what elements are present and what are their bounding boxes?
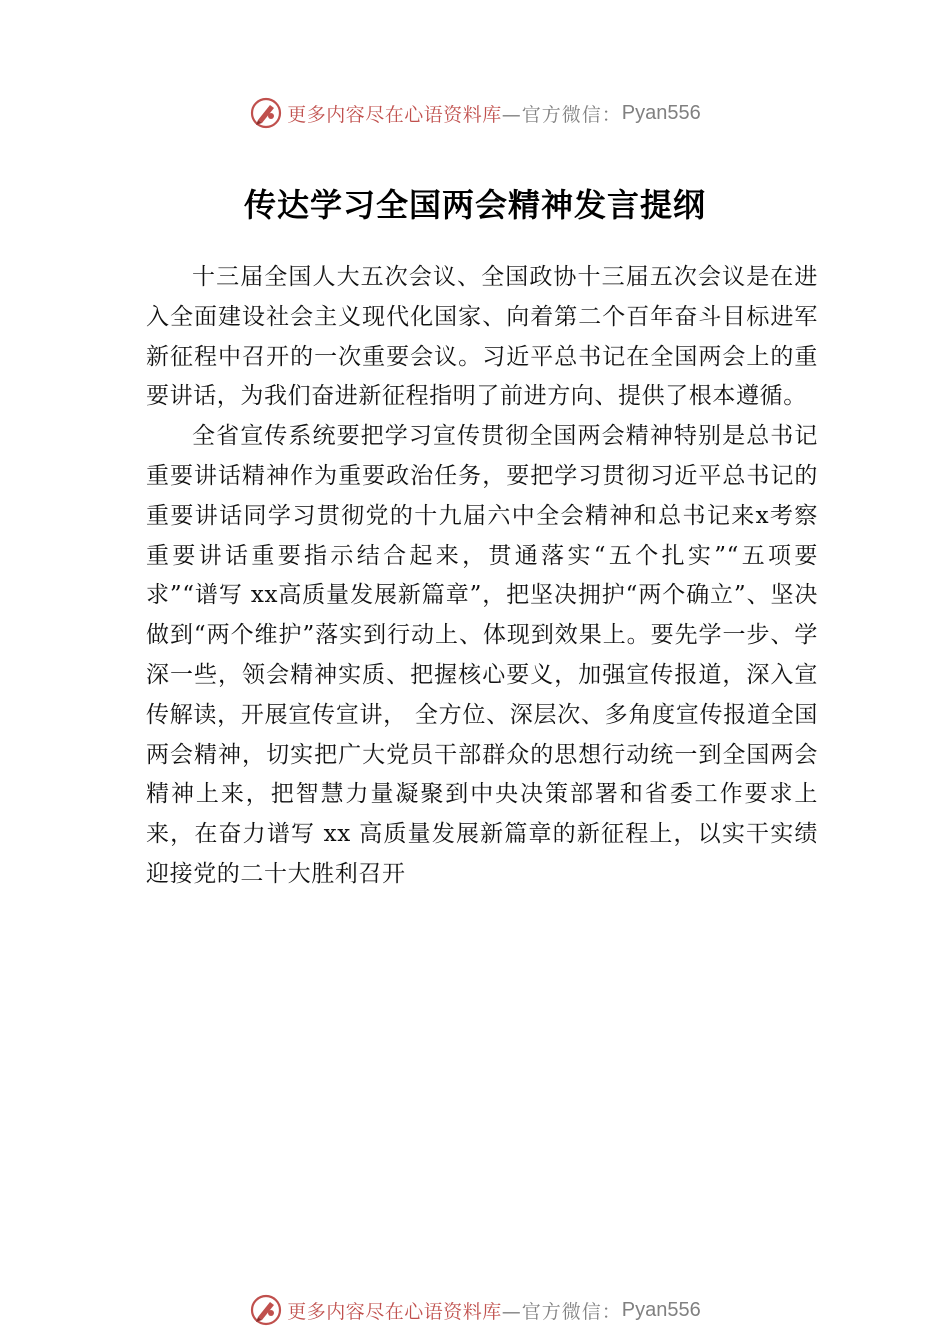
paragraph-2: 全省宣传系统要把学习宣传贯彻全国两会精神特别是总书记重要讲话精神作为重要政治任务，要把学习贯彻习近平总书记的重要讲话同学习贯彻党的十九届六中全会精神和总书记来x考察重要讲话重要指示结合起来，贯通落实“五个扎实”“五项要求”“谱写 xx高质量发展新篇章”，把坚决拥护“两个确立”、坚决做到“两个维护”落实到行动上、体现到效果上。要先学一步、学深一些，领会精神实质、把握核心要义，加强宣传报道，深入宣传解读，开展宣传宣讲， 全方位、深层次、多角度宣传报道全国两会精神，切实把广大党员干部群众的思想行动统一到全国两会精神上来，把智慧力量凝聚到中央决策部署和省委工作要求上来，在奋力谱写 xx 高质量发展新篇章的新征程上，以实干实绩迎接党的二十大胜利召开	[146, 423, 818, 887]
banner-wechat-id: Pyan556	[621, 101, 701, 124]
pen-circle-logo-icon	[249, 96, 283, 130]
banner-separator: —官方微信：	[501, 103, 622, 126]
document-body	[146, 258, 818, 895]
banner-text: 更多内容尽在心语资料库	[287, 1300, 502, 1323]
banner-text: 更多内容尽在心语资料库	[287, 103, 502, 126]
footer-banner	[0, 1290, 950, 1330]
banner-separator: —官方微信：	[501, 1300, 622, 1323]
header-banner	[0, 93, 950, 133]
banner-wechat-id: Pyan556	[621, 1298, 701, 1321]
paragraph-1: 十三届全国人大五次会议、全国政协十三届五次会议是在进入全面建设社会主义现代化国家、向着第二个百年奋斗目标进军新征程中召开的一次重要会议。习近平总书记在全国两会上的重要讲话，为我们奋进新征程指明了前进方向、提供了根本遵循。	[146, 264, 818, 410]
pen-circle-logo-icon	[249, 1293, 283, 1327]
page-title: 传达学习全国两会精神发言提纲	[243, 186, 706, 224]
